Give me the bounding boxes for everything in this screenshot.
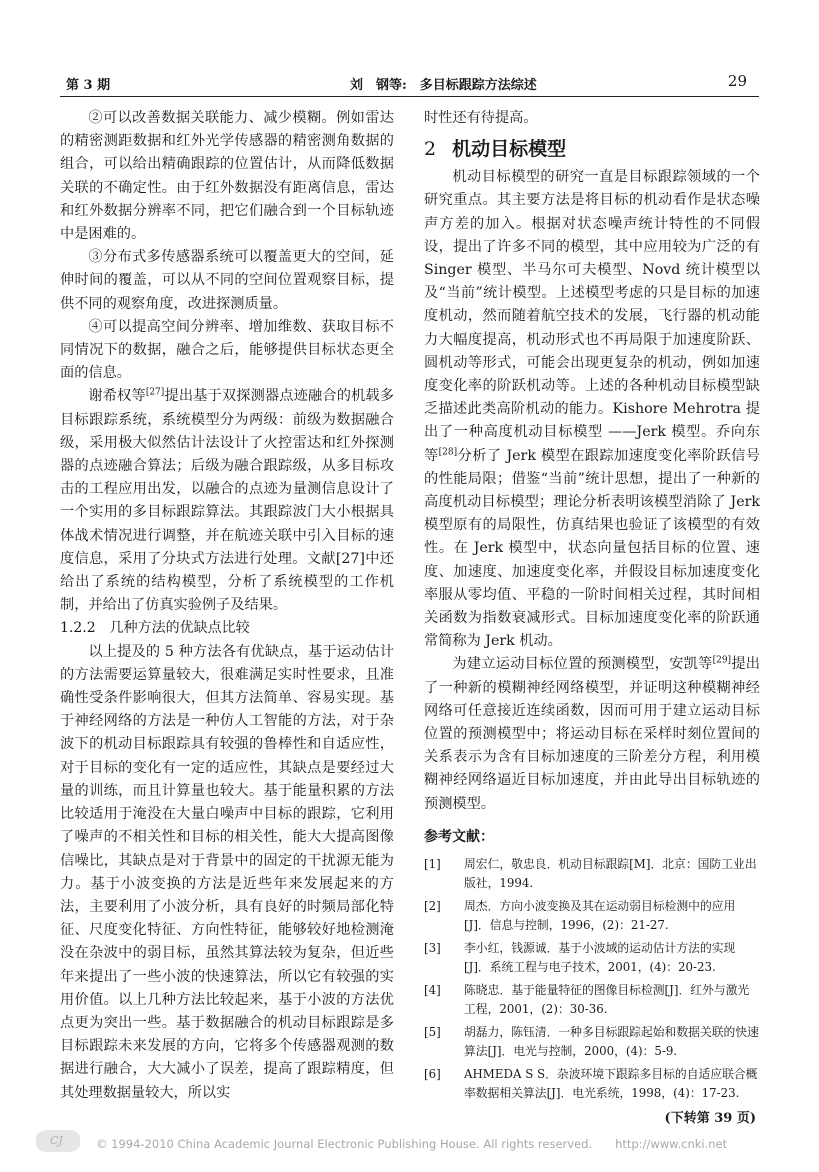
reference-text: 周杰．方向小波变换及其在运动弱目标检测中的应用[J]．信息与控制，1996，(2)：21-27.	[464, 899, 736, 933]
page-number: 29	[727, 72, 747, 90]
reference-number: [2]	[424, 899, 441, 914]
reference-item	[424, 939, 760, 977]
reference-number: [1]	[424, 857, 441, 872]
reference-number: [5]	[424, 1025, 441, 1040]
left-column	[60, 107, 394, 1105]
reference-text: AHMEDA S S．杂波环境下跟踪多目标的自适应联合概率数据相关算法[J]．电光系统，1998，(4)：17-23.	[464, 1067, 758, 1101]
paragraph	[424, 653, 760, 815]
reference-text: 李小红，钱源诚．基于小波域的运动估计方法的实现[J]．系统工程与电子技术，2001，(4)：20-23.	[464, 941, 736, 975]
reference-text: 陈晓忠．基于能量特征的图像目标检测[J]．红外与激光工程，2001，(2)：30-36.	[464, 983, 750, 1017]
text-run: 分析了 Jerk 模型在跟踪加速度变化率阶跃信号的性能局限；借鉴“当前”统计思想，提出了一种新的高度机动目标模型；理论分析表明该模型消除了 Jerk 模型原有的局限性，仿真结果也验证了该模型的有效性。在 Jerk 模型中，状态向量包括目标的位置、速度、加速度、加速度变化率，并假设目标加速度变化率服从零均值、平稳的一阶时间相关过程，其时间相关函数为指数衰减形式。目标加速度变化率的阶跃通常简称为 Jerk 机动。	[424, 447, 760, 650]
journal-issue: 第 3 期	[66, 78, 111, 93]
reference-number: [6]	[424, 1067, 441, 1082]
paragraph	[424, 166, 760, 653]
paragraph: ④可以提高空间分辨率、增加维数、获取目标不同情况下的数据，融合之后，能够提供目标状态更全面的信息。	[60, 318, 394, 382]
reference-item	[424, 897, 760, 935]
right-column	[424, 107, 760, 1130]
paragraph: 时性还有待提高。	[424, 110, 538, 126]
references-heading: 参考文献：	[424, 828, 494, 845]
page-header	[60, 70, 759, 94]
text-run: 提出了一种新的模糊神经网络模型，并证明这种模糊神经网络可任意接近连续函数，因而可用于建立运动目标位置的预测模型中；将运动目标在采样时刻位置间的关系表示为含有目标加速度的三阶差分方程，利用模糊神经网络逼近目标加速度，并由此导出目标轨迹的预测模型。	[424, 656, 760, 812]
running-title: 刘 钢等: 多目标跟踪方法综述	[350, 78, 537, 93]
reference-item	[424, 855, 760, 893]
section-heading	[424, 136, 760, 162]
section-number: 2	[424, 138, 437, 161]
continued-note: (下转第 39 页)	[664, 1111, 756, 1127]
copyright-footer: © 1994-2010 China Academic Journal Electronic Publishing House. All rights reserved. http://www.cnki.net	[96, 1137, 728, 1151]
reference-number: [4]	[424, 983, 441, 998]
reference-text: 周宏仁，敬忠良．机动目标跟踪[M]．北京：国防工业出版社，1994.	[464, 857, 757, 891]
reference-item	[424, 1065, 760, 1103]
reference-text: 胡磊力，陈钰清．一种多目标跟踪起始和数据关联的快速算法[J]．电光与控制，2000，(4)：5-9.	[464, 1025, 759, 1059]
citation: [29]	[712, 655, 732, 666]
reference-item	[424, 981, 760, 1019]
reference-item	[424, 1023, 760, 1061]
citation: [28]	[438, 446, 458, 457]
reference-list	[424, 855, 760, 1103]
text-run: 机动目标模型的研究一直是目标跟踪领域的一个研究重点。其主要方法是将目标的机动看作是状态噪声方差的加入。根据对状态噪声统计特性的不同假设，提出了许多不同的模型，其中应用较为广泛的有 Singer 模型、半马尔可夫模型、Novd 统计模型以及“当前”统计模型。上述模型考虑的只是目标的加速度机动，然而随着航空技术的发展，飞行器的机动能力大幅度提高，机动形式也不再局限于加速度阶跃、圆机动等形式，可能会出现更复杂的机动，例如加速度变化率的阶跃机动等。上述的各种机动目标模型缺乏描述此类高阶机动的能力。Kishore Mehrotra 提出了一种高度机动目标模型 ——Jerk 模型。乔向东等	[424, 169, 760, 464]
paragraph	[60, 385, 394, 617]
paragraph: ②可以改善数据关联能力、减少模糊。例如雷达的精密测距数据和红外光学传感器的精密测角数据的组合，可以给出精确跟踪的位置估计，从而降低数据关联的不确定性。由于红外数据没有距离信息，雷达和红外数据分辨率不同，把它们融合到一个目标轨迹中是困难的。	[60, 110, 394, 243]
subsection-heading: 1.2.2 几种方法的优缺点比较	[60, 620, 250, 637]
citation: [27]	[145, 387, 165, 398]
cnki-logo-icon: CJ	[36, 1130, 80, 1152]
reference-number: [3]	[424, 941, 441, 956]
paragraph: ③分布式多传感器系统可以覆盖更大的空间，延伸时间的覆盖，可以从不同的空间位置观察目标，提供不同的观察角度，改进探测质量。	[60, 249, 394, 312]
section-title: 机动目标模型	[452, 138, 567, 161]
header-rule	[60, 96, 759, 97]
text-run: 为建立运动目标位置的预测模型，安凯等	[452, 656, 713, 673]
text-run: 提出基于双探测器点迹融合的机载多目标跟踪系统，系统模型分为两级：前级为数据融合级，采用极大似然估计法设计了火控雷达和红外探测器的点迹融合算法；后级为融合跟踪级，从多目标攻击的工程应用出发，以融合的点迹为量测信息设计了一个实用的多目标跟踪算法。其跟踪波门大小根据具体战术情况进行调整，并在航迹关联中引入目标的速度信息，采用了分块式方法进行处理。文献[27]中还给出了系统的结构模型，分析了系统模型的工作机制，并给出了仿真实验例子及结果。	[60, 388, 394, 614]
text-run: 谢希权等	[88, 388, 146, 405]
paragraph: 以上提及的 5 种方法各有优缺点，基于运动估计的方法需要运算量较大，很难满足实时性要求，且准确性受条件影响很大，但其方法简单、容易实现。基于神经网络的方法是一种仿人工智能的方法，对于杂波下的机动目标跟踪具有较强的鲁棒性和自适应性，对于目标的变化有一定的适应性，其缺点是要经过大量的训练，而且计算量也较大。基于能量积累的方法比较适用于淹没在大量白噪声中目标的跟踪，它利用了噪声的不相关性和目标的相关性，能大大提高图像信噪比，其缺点是对于背景中的固定的干扰源无能为力。基于小波变换的方法是近些年来发展起来的方法，主要利用了小波分析，具有良好的时频局部化特征、尺度变化特征、方向性特征，能够较好地检测淹没在杂波中的弱目标，虽然其算法较为复杂，但近些年来提出了一些小波的快速算法，所以它有较强的实用价值。以上几种方法比较起来，基于小波的方法优点更为突出一些。基于数据融合的机动目标跟踪是多目标跟踪未来发展的方向，它将多个传感器观测的数据进行融合，大大减小了误差，提高了跟踪精度，但其处理数据量较大，所以实	[60, 643, 394, 1101]
